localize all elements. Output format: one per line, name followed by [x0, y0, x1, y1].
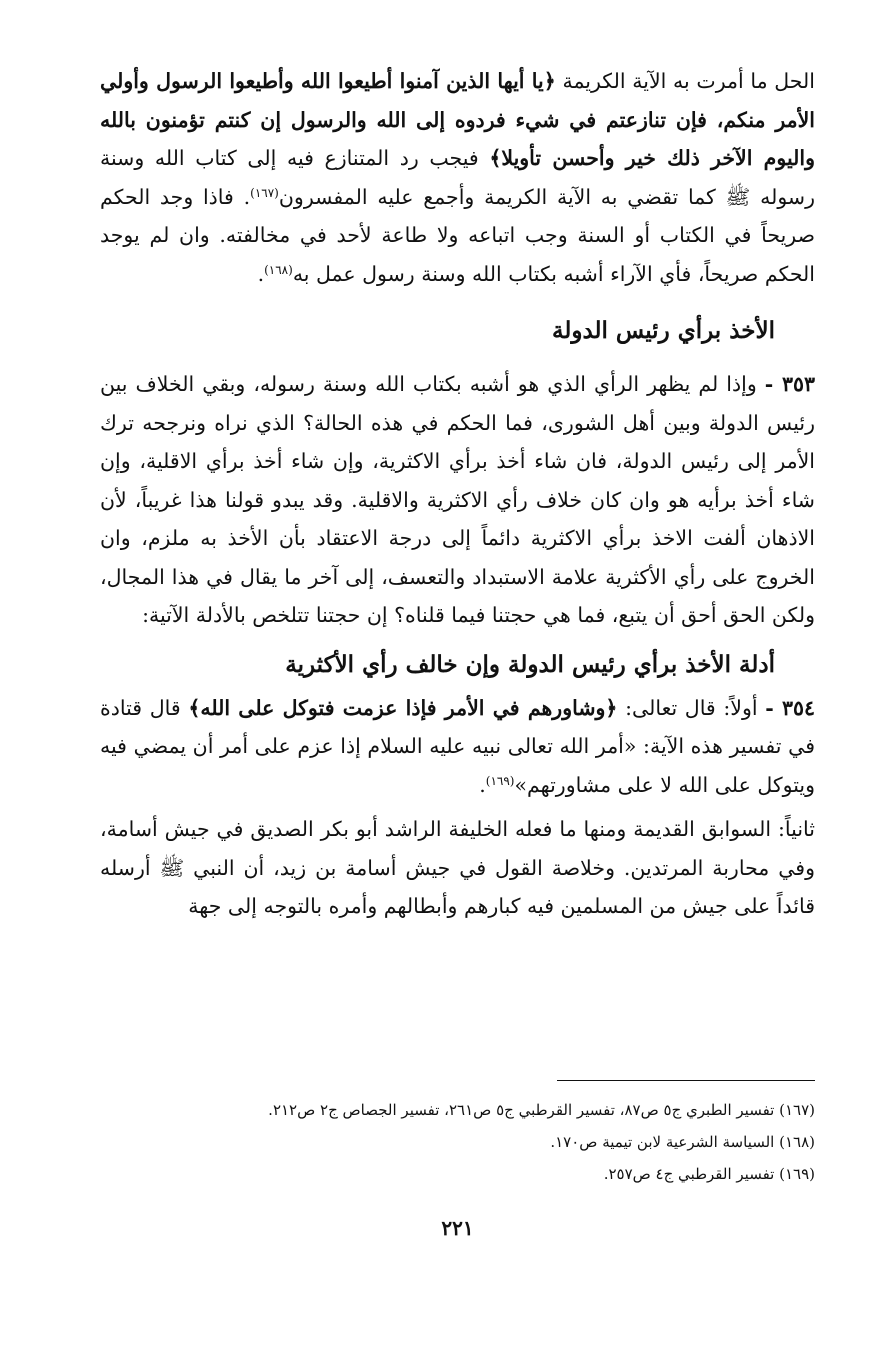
paragraph-353: [100, 365, 815, 635]
text-run: .: [257, 261, 265, 286]
footnote-ref: (١٦٩): [485, 773, 515, 788]
page-number: ٢٢١: [441, 1216, 474, 1240]
footnote: (١٦٨) السياسة الشرعية لابن تيمية ص١٧٠.: [550, 1133, 815, 1151]
footnote: (١٦٩) تفسير القرطبي ج٤ ص٢٥٧.: [603, 1165, 815, 1183]
paragraph-number: ٣٥٤ -: [765, 695, 816, 720]
text-run: وإذا لم يظهر الرأي الذي هو أشبه بكتاب الله وسنة رسوله، وبقي الخلاف بين رئيس الدولة وبين أهل الشورى، فما الحكم في هذه الحالة؟ الذي نراه ونرجحه ترك الأمر إلى رئيس الدولة، فان شاء أخذ برأي الاكثرية، وإن شاء أخذ برأي الاقلية، وإن شاء أخذ برأيه هو وان كان خلاف رأي الاكثرية والاقلية. وقد يبدو قولنا هذا غريباً، لأن الاذهان ألفت الاخذ برأي الاكثرية دائماً إلى درجة الاعتقاد بأن الأخذ به ملزم، وان الخروج على رأي الأكثرية علامة الاستبداد والتعسف، إلى آخر ما يقال في هذا المجال، ولكن الحق أحق أن يتبع، فما هي حجتنا فيما قلناه؟ إن حجتنا تتلخص بالأدلة الآتية:: [100, 372, 815, 627]
text-run: قال قتادة في تفسير هذه الآية: «أمر الله تعالى نبيه عليه السلام إذا عزم على أمر أن يمضي فيه ويتوكل على الله لا على مشاورتهم»: [100, 695, 815, 797]
paragraph-354: [100, 689, 815, 805]
section-heading: أدلة الأخذ برأي رئيس الدولة وإن خالف رأي الأكثرية: [285, 650, 775, 678]
text-run: . فاذا وجد الحكم صريحاً في الكتاب أو السنة وجب اتباعه ولا طاعة لأحد في مخالفته. وان لم يوجد الحكم صريحاً، فأي الآراء أشبه بكتاب الله وسنة رسول عمل به: [100, 184, 815, 286]
book-page: [100, 62, 815, 1305]
text-run: .: [479, 772, 486, 797]
footnote-divider: [557, 1080, 815, 1081]
paragraph-second-evidence: ثانياً: السوابق القديمة ومنها ما فعله الخليفة الراشد أبو بكر الصديق في جيش أسامة، وفي محاربة المرتدين. وخلاصة القول في جيش أسامة بن زيد، أن النبي ﷺ أرسله قائداً على جيش من المسلمين فيه كبارهم وأبطالهم وأمره بالتوجه إلى جهة: [100, 817, 815, 918]
text-run: فيجب رد المتنازع فيه إلى كتاب الله وسنة رسوله ﷺ كما تقضي به الآية الكريمة وأجمع عليه المفسرون: [100, 146, 815, 209]
quran-verse: ﴿يا أيها الذين آمنوا أطيعوا الله وأطيعوا الرسول وأولي الأمر منكم، فإن تنازعتم في شيء فردوه إلى الله والرسول إن كنتم تؤمنون بالله واليوم الآخر ذلك خير وأحسن تأويلا﴾: [100, 69, 815, 170]
quran-verse: ﴿وشاورهم في الأمر فإذا عزمت فتوكل على الله﴾: [188, 695, 618, 720]
footnote-ref: (١٦٨): [264, 262, 293, 277]
text-run: الحل ما أمرت به الآية الكريمة: [555, 69, 815, 93]
section-heading: الأخذ برأي رئيس الدولة: [552, 317, 775, 344]
paragraph-number: ٣٥٣ -: [764, 372, 815, 396]
paragraph-shura-verse: [100, 62, 815, 293]
footnotes: [100, 1094, 815, 1190]
text-run: أولاً: قال تعالى:: [617, 695, 766, 720]
footnote: (١٦٧) تفسير الطبري ج٥ ص٨٧، تفسير القرطبي ج٥ ص٢٦١، تفسير الجصاص ج٢ ص٢١٢.: [268, 1101, 815, 1119]
footnote-ref: (١٦٧): [250, 185, 279, 200]
